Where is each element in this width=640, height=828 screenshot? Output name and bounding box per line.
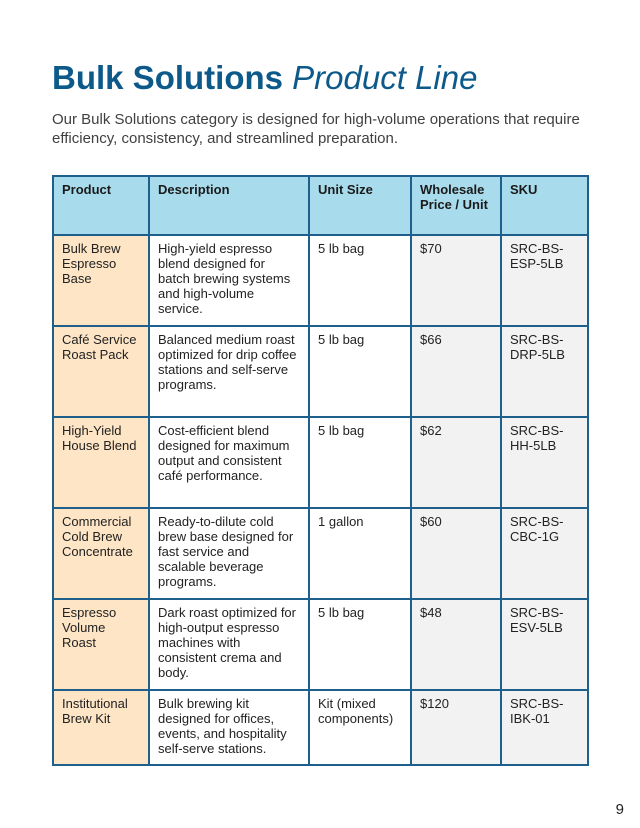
cell-sku: SRC-BS-ESV-5LB: [501, 599, 588, 690]
cell-description: Cost-efficient blend designed for maximum output and consistent café performance.: [149, 417, 309, 508]
cell-sku: SRC-BS-ESP-5LB: [501, 235, 588, 326]
cell-product: Café Service Roast Pack: [53, 326, 149, 417]
page-title-light: Product Line: [292, 59, 478, 96]
header-description: Description: [149, 176, 309, 235]
page-number: 9: [615, 801, 624, 818]
cell-price: $66: [411, 326, 501, 417]
cell-product: Espresso Volume Roast: [53, 599, 149, 690]
table-row: [53, 599, 588, 690]
cell-unit-size: 5 lb bag: [309, 235, 411, 326]
cell-product: Institutional Brew Kit: [53, 690, 149, 765]
header-sku: SKU: [501, 176, 588, 235]
cell-price: $70: [411, 235, 501, 326]
table-header-row: [53, 176, 588, 235]
cell-description: Balanced medium roast optimized for drip coffee stations and self-serve programs.: [149, 326, 309, 417]
table-row: [53, 326, 588, 417]
intro-paragraph: Our Bulk Solutions category is designed for high-volume operations that require efficiency, consistency, and streamlined preparation.: [52, 111, 580, 147]
page-title: [52, 56, 477, 100]
cell-sku: SRC-BS-IBK-01: [501, 690, 588, 765]
cell-sku: SRC-BS-CBC-1G: [501, 508, 588, 599]
cell-price: $62: [411, 417, 501, 508]
cell-description: Bulk brewing kit designed for offices, events, and hospitality self-serve stations.: [149, 690, 309, 765]
table-row: [53, 417, 588, 508]
header-wholesale-price: Wholesale Price / Unit: [411, 176, 501, 235]
table-row: [53, 690, 588, 765]
cell-product: Commercial Cold Brew Concentrate: [53, 508, 149, 599]
page-title-bold: Bulk Solutions: [52, 59, 283, 96]
cell-description: High-yield espresso blend designed for batch brewing systems and high-volume service.: [149, 235, 309, 326]
cell-description: Ready-to-dilute cold brew base designed for fast service and scalable beverage programs.: [149, 508, 309, 599]
cell-price: $48: [411, 599, 501, 690]
cell-sku: SRC-BS-DRP-5LB: [501, 326, 588, 417]
cell-product: Bulk Brew Espresso Base: [53, 235, 149, 326]
cell-unit-size: Kit (mixed components): [309, 690, 411, 765]
cell-price: $120: [411, 690, 501, 765]
cell-unit-size: 1 gallon: [309, 508, 411, 599]
header-unit-size: Unit Size: [309, 176, 411, 235]
table-row: [53, 508, 588, 599]
cell-unit-size: 5 lb bag: [309, 417, 411, 508]
cell-unit-size: 5 lb bag: [309, 599, 411, 690]
cell-product: High-Yield House Blend: [53, 417, 149, 508]
cell-price: $60: [411, 508, 501, 599]
product-table: [52, 175, 589, 766]
table-row: [53, 235, 588, 326]
header-product: Product: [53, 176, 149, 235]
cell-sku: SRC-BS-HH-5LB: [501, 417, 588, 508]
cell-description: Dark roast optimized for high-output espresso machines with consistent crema and body.: [149, 599, 309, 690]
cell-unit-size: 5 lb bag: [309, 326, 411, 417]
